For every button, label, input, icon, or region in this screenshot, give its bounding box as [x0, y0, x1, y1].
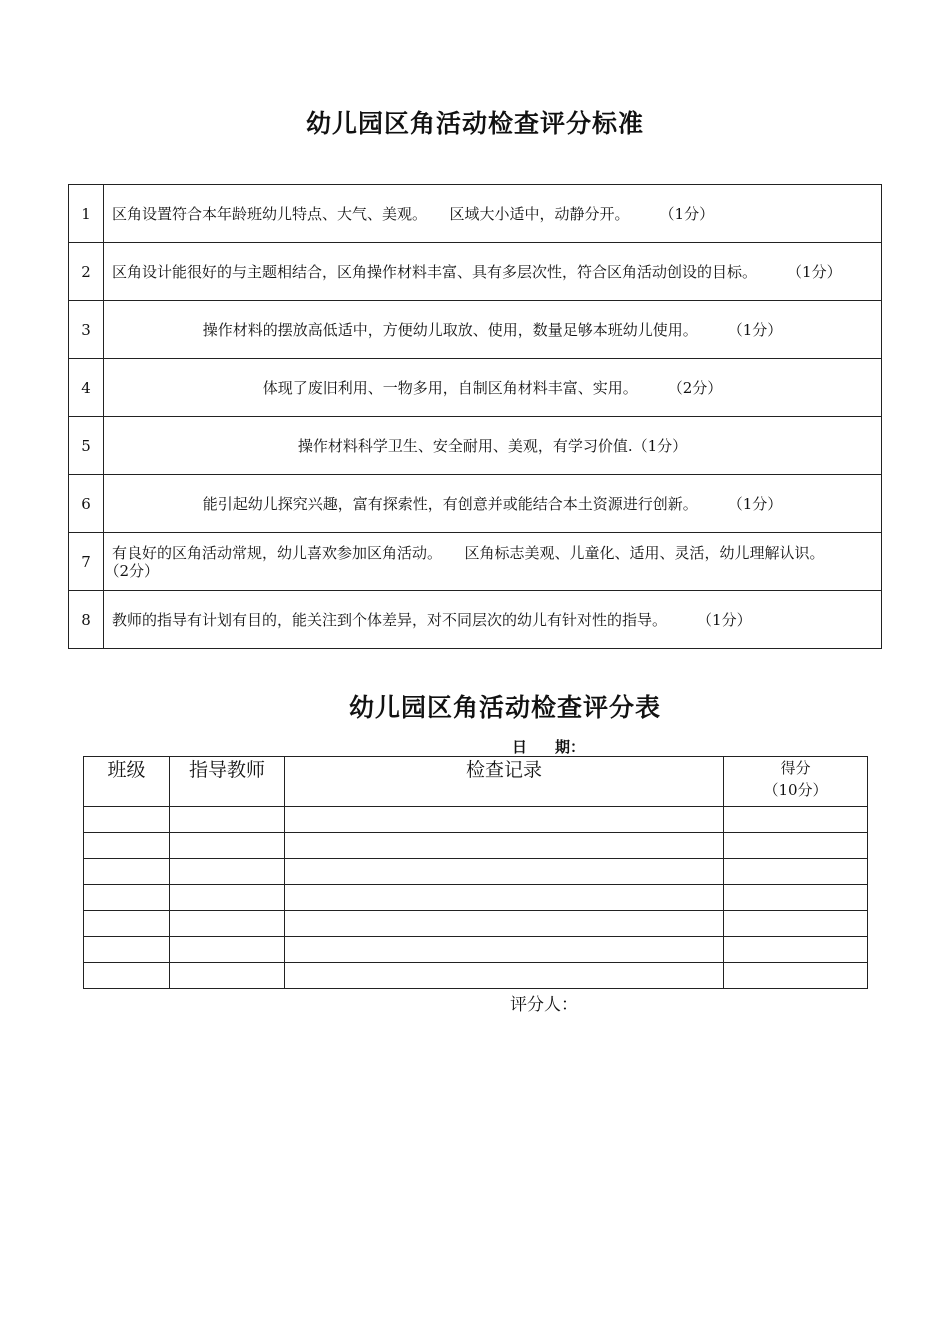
- record-cell[interactable]: [285, 963, 724, 989]
- score-cell[interactable]: [724, 885, 868, 911]
- table-row: [69, 185, 882, 243]
- record-cell[interactable]: [285, 911, 724, 937]
- table-row: [84, 859, 868, 885]
- score-table: [83, 756, 868, 989]
- teacher-cell[interactable]: [170, 833, 285, 859]
- column-header-teacher: 指导教师: [170, 757, 285, 807]
- table-row: [84, 807, 868, 833]
- table-row: [69, 359, 882, 417]
- item-number: 7: [69, 533, 104, 591]
- item-number: 4: [69, 359, 104, 417]
- item-description: 体现了废旧利用、一物多用，自制区角材料丰富、实用。 （2分）: [104, 359, 882, 417]
- column-header-record: 检查记录: [285, 757, 724, 807]
- score-cell[interactable]: [724, 833, 868, 859]
- item-description: 教师的指导有计划有目的，能关注到个体差异，对不同层次的幼儿有针对性的指导。 （1分）: [104, 591, 882, 649]
- table-row: [84, 937, 868, 963]
- item-number: 1: [69, 185, 104, 243]
- date-label: 日: [512, 738, 528, 756]
- table-row: [84, 885, 868, 911]
- standards-title: 幼儿园区角活动检查评分标准: [305, 109, 644, 138]
- score-cell[interactable]: [724, 807, 868, 833]
- table-row: [69, 301, 882, 359]
- item-description: 区角设置符合本年龄班幼儿特点、大气、美观。 区域大小适中，动静分开。 （1分）: [104, 185, 882, 243]
- table-row: [84, 911, 868, 937]
- class-cell[interactable]: [84, 937, 170, 963]
- item-description: 操作材料的摆放高低适中，方便幼儿取放、使用，数量足够本班幼儿使用。 （1分）: [104, 301, 882, 359]
- teacher-cell[interactable]: [170, 885, 285, 911]
- header-row: [84, 757, 868, 807]
- class-cell[interactable]: [84, 807, 170, 833]
- table-row: [69, 417, 882, 475]
- criteria-table: [68, 184, 882, 649]
- teacher-cell[interactable]: [170, 963, 285, 989]
- class-cell[interactable]: [84, 859, 170, 885]
- class-cell[interactable]: [84, 885, 170, 911]
- item-description: 能引起幼儿探究兴趣，富有探索性，有创意并或能结合本土资源进行创新。 （1分）: [104, 475, 882, 533]
- teacher-cell[interactable]: [170, 937, 285, 963]
- record-cell[interactable]: [285, 833, 724, 859]
- class-cell[interactable]: [84, 963, 170, 989]
- date-field: [512, 736, 585, 757]
- column-header-score: 得分 （10分）: [724, 757, 868, 807]
- table-row: [84, 963, 868, 989]
- item-number: 2: [69, 243, 104, 301]
- table-row: [84, 833, 868, 859]
- table-row: [69, 475, 882, 533]
- score-cell[interactable]: [724, 963, 868, 989]
- item-number: 3: [69, 301, 104, 359]
- teacher-cell[interactable]: [170, 911, 285, 937]
- score-cell[interactable]: [724, 937, 868, 963]
- date-label-suffix: 期：: [555, 738, 586, 756]
- record-cell[interactable]: [285, 885, 724, 911]
- item-number: 8: [69, 591, 104, 649]
- item-description: 区角设计能很好的与主题相结合，区角操作材料丰富、具有多层次性，符合区角活动创设的目标。 （1分）: [104, 243, 882, 301]
- table-row: [69, 591, 882, 649]
- item-number: 6: [69, 475, 104, 533]
- record-cell[interactable]: [285, 807, 724, 833]
- record-cell[interactable]: [285, 859, 724, 885]
- item-description: 操作材料科学卫生、安全耐用、美观，有学习价值.（1分）: [104, 417, 882, 475]
- score-cell[interactable]: [724, 859, 868, 885]
- class-cell[interactable]: [84, 833, 170, 859]
- score-cell[interactable]: [724, 911, 868, 937]
- scorer-label: 评分人：: [510, 995, 578, 1015]
- score-sheet-title: 幼儿园区角活动检查评分表: [348, 693, 661, 722]
- teacher-cell[interactable]: [170, 807, 285, 833]
- item-number: 5: [69, 417, 104, 475]
- table-row: [69, 533, 882, 591]
- item-description: 有良好的区角活动常规，幼儿喜欢参加区角活动。 区角标志美观、儿童化、适用、灵活，幼儿理解认识。 （2分）: [104, 533, 882, 591]
- record-cell[interactable]: [285, 937, 724, 963]
- table-row: [69, 243, 882, 301]
- teacher-cell[interactable]: [170, 859, 285, 885]
- column-header-class: 班级: [84, 757, 170, 807]
- class-cell[interactable]: [84, 911, 170, 937]
